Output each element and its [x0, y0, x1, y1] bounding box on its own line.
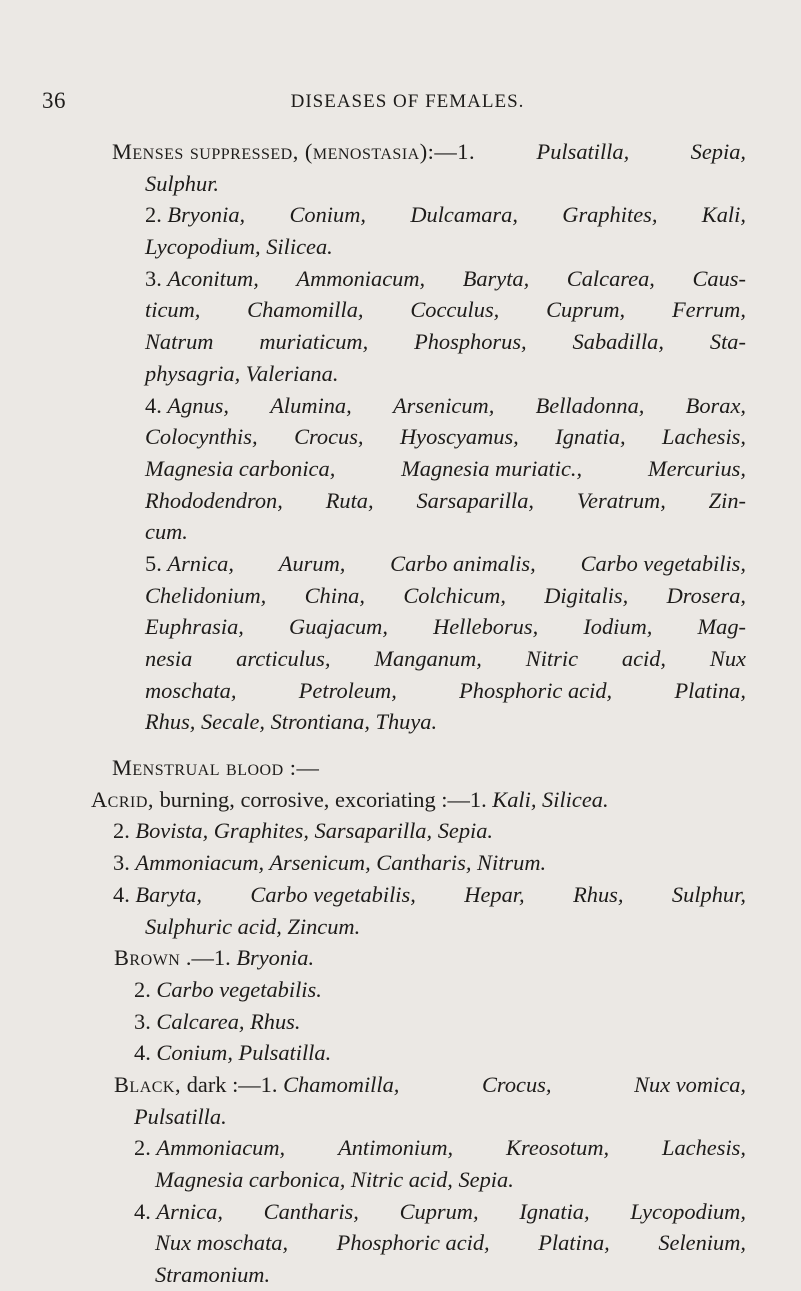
remedy: Digitalis,: [544, 582, 629, 608]
remedy: Sta-: [709, 329, 746, 355]
text-line: [112, 516, 752, 548]
remedy: Conium, Pulsatilla.: [156, 1040, 332, 1066]
text-line: [112, 1132, 752, 1164]
remedy: Rhus, Secale, Strontiana, Thuya.: [145, 709, 438, 735]
text-line: [112, 199, 752, 231]
remedy: Bryonia.: [236, 945, 315, 971]
group-number: 3.: [113, 850, 130, 876]
remedy: Crocus,: [294, 424, 364, 450]
acrid-label: Acrid,: [91, 786, 154, 812]
text-line: [112, 358, 752, 390]
remedy: Selenium,: [658, 1230, 746, 1256]
remedy: Alumina,: [270, 392, 352, 418]
brown-line: [112, 942, 752, 974]
text-line: [112, 453, 752, 485]
remedy: Lycopodium,: [630, 1198, 746, 1224]
remedy: physagria, Valeriana.: [145, 360, 339, 386]
remedy: Cantharis,: [263, 1198, 359, 1224]
text-line: [112, 580, 752, 612]
acrid-line: [58, 784, 752, 816]
remedy: Bovista, Graphites, Sarsaparilla, Sepia.: [135, 818, 494, 844]
remedy: Kali,: [701, 202, 746, 228]
text-line: [112, 548, 752, 580]
remedy: Manganum,: [374, 646, 482, 671]
remedy: Nux moschata,: [155, 1230, 289, 1256]
text-line: [112, 1101, 752, 1133]
black-label: Black,: [114, 1071, 182, 1097]
remedy: arcticulus,: [236, 646, 331, 671]
remedy: Magnesia carbonica,: [145, 455, 336, 481]
remedy: Sulphur.: [145, 170, 220, 196]
group-number: 3.: [145, 265, 162, 291]
remedy: Mag-: [697, 614, 746, 640]
text-line: [112, 294, 752, 326]
remedy: Lachesis,: [662, 424, 746, 450]
remedy: Chelidonium,: [145, 582, 267, 608]
remedy: Borax,: [685, 392, 746, 418]
acrid-description: burning, corrosive, excoriating :—1.: [154, 786, 493, 812]
remedy: Carbo vegetabilis.: [156, 976, 322, 1002]
remedy: Cuprum,: [399, 1198, 479, 1224]
remedy: Agnus,: [167, 392, 229, 418]
remedy: Drosera,: [666, 582, 746, 608]
remedy: Phosphorus,: [414, 329, 527, 355]
remedy: Lycopodium, Silicea.: [145, 234, 333, 260]
text-line: [112, 1037, 752, 1069]
remedy: Carbo vegetabilis,: [580, 550, 746, 576]
page-body: [91, 136, 752, 1291]
remedy: Sarsaparilla,: [416, 487, 535, 513]
remedy: muriaticum,: [259, 329, 369, 355]
group-number: 5.: [145, 550, 162, 576]
group-number: 4.: [113, 881, 130, 907]
remedy: moschata,: [145, 677, 237, 703]
text-line: [112, 326, 752, 358]
remedy: Pulsatilla.: [134, 1103, 227, 1129]
text-line: [112, 421, 752, 453]
remedy: Guajacum,: [289, 614, 388, 640]
remedy: China,: [304, 582, 365, 608]
group-number: 2.: [113, 818, 130, 844]
text-line: [112, 1259, 752, 1291]
remedy: Petroleum,: [298, 677, 397, 703]
remedy: Zin-: [708, 487, 746, 513]
remedy: Colocynthis,: [145, 424, 258, 450]
brown-label: Brown: [114, 945, 181, 971]
remedy: Ignatia,: [519, 1198, 590, 1224]
remedy: Ammoniacum, Arsenicum, Cantharis, Nitrum.: [135, 850, 547, 876]
remedy: Hyoscyamus,: [400, 424, 519, 450]
remedy: Baryta,: [135, 881, 202, 907]
text-line: [112, 168, 752, 200]
remedy: Sulphuric acid, Zincum.: [145, 913, 361, 939]
remedy: Caus-: [692, 265, 746, 291]
text-line: [112, 485, 752, 517]
black-line: [112, 1069, 752, 1101]
menstrual-heading: Menstrual blood :—: [112, 755, 320, 781]
remedy: Carbo vegetabilis,: [250, 881, 416, 907]
text-line: [112, 1164, 752, 1196]
remedy: Euphrasia,: [145, 614, 244, 640]
black-description: dark :—1.: [181, 1071, 284, 1097]
text-line: [112, 263, 752, 295]
remedy: Platina,: [538, 1230, 610, 1256]
remedy: Conium,: [289, 202, 366, 228]
text-line: [112, 675, 752, 707]
remedy: Kreosotum,: [506, 1135, 610, 1161]
running-head: DISEASES OF FEMALES.: [290, 91, 525, 112]
remedy: Belladonna,: [535, 392, 645, 418]
remedy: Crocus,: [482, 1071, 552, 1097]
remedy: Aurum,: [278, 550, 346, 576]
remedy: Pulsatilla,: [536, 139, 630, 164]
remedy: Graphites,: [562, 202, 658, 228]
remedy: nesia: [145, 646, 193, 671]
remedy: Arnica,: [156, 1198, 223, 1224]
remedy: Cocculus,: [410, 297, 500, 323]
remedy: Ammoniacum,: [156, 1135, 286, 1161]
remedy: Calcarea,: [566, 265, 655, 291]
menses-heading-line: [112, 136, 752, 168]
remedy: Mercurius,: [647, 455, 746, 481]
group-number: 4.: [145, 392, 162, 418]
remedy: Cuprum,: [546, 297, 626, 323]
text-line: [112, 974, 752, 1006]
remedy: Arsenicum,: [392, 392, 495, 418]
group-number: 2.: [145, 202, 162, 228]
group-number: 3.: [134, 1008, 151, 1034]
text-line: [112, 611, 752, 643]
remedy: Magnesia carbonica, Nitric acid, Sepia.: [155, 1167, 514, 1192]
remedy: Chamomilla,: [247, 297, 364, 323]
text-line: [112, 1006, 752, 1038]
brown-description: .—1.: [180, 945, 237, 971]
remedy: acid,: [621, 646, 667, 671]
remedy: Platina,: [674, 677, 746, 703]
remedy: Nux vomica,: [634, 1071, 746, 1097]
menses-heading: Menses suppressed, (menostasia):—1.: [112, 139, 476, 164]
text-line: [112, 231, 752, 263]
page-number: 36: [42, 88, 66, 113]
remedy: Helleborus,: [433, 614, 539, 640]
remedy: Ferrum,: [671, 297, 746, 323]
text-line: [112, 1227, 752, 1259]
group-number: 2.: [134, 976, 151, 1002]
remedy: Ignatia,: [555, 424, 626, 450]
text-line: [112, 643, 752, 675]
text-line: [112, 847, 752, 879]
remedy: Rhus,: [573, 881, 624, 907]
text-line: [112, 911, 752, 943]
remedy: Carbo animalis,: [390, 550, 536, 576]
remedy: Stramonium.: [155, 1262, 271, 1288]
group-number: 2.: [134, 1135, 151, 1161]
remedy: Rhododendron,: [145, 487, 283, 513]
menstrual-heading-line: [112, 752, 752, 784]
remedy: Colchicum,: [403, 582, 506, 608]
group-number: 4.: [134, 1040, 151, 1066]
remedy: Phosphoric acid,: [459, 677, 613, 703]
remedy: Sulphur,: [671, 881, 746, 907]
remedy: Chamomilla,: [283, 1071, 400, 1097]
text-line: [112, 706, 752, 738]
remedy: Hepar,: [464, 881, 525, 907]
remedy: ticum,: [145, 297, 201, 323]
remedy: Ammoniacum,: [296, 265, 426, 291]
remedy: Sepia,: [690, 139, 746, 164]
group-number: 4.: [134, 1198, 151, 1224]
remedy: Baryta,: [462, 265, 530, 291]
remedy: Nux: [709, 646, 746, 671]
remedy: Ruta,: [325, 487, 374, 513]
remedy: Magnesia muriatic.,: [401, 455, 583, 481]
remedy: cum.: [145, 519, 188, 545]
remedy: Veratrum,: [576, 487, 666, 513]
remedy: Phosphoric acid,: [336, 1230, 490, 1256]
remedy: Antimonium,: [338, 1135, 454, 1161]
remedy: Bryonia,: [167, 202, 246, 228]
remedy: Dulcamara,: [410, 202, 518, 228]
remedy: Calcarea, Rhus.: [156, 1008, 301, 1034]
remedy: Nitric: [525, 646, 579, 671]
remedy: Aconitum,: [167, 265, 259, 291]
remedy: Kali, Silicea.: [492, 786, 609, 812]
remedy: Natrum: [145, 329, 214, 355]
remedy: Sabadilla,: [572, 329, 664, 355]
text-line: [112, 879, 752, 911]
remedy: Arnica,: [167, 550, 234, 576]
text-line: [112, 390, 752, 422]
section-gap: [112, 738, 752, 752]
text-line: [112, 815, 752, 847]
remedy: Iodium,: [583, 614, 653, 640]
text-line: [112, 1196, 752, 1228]
remedy: Lachesis,: [662, 1135, 746, 1161]
